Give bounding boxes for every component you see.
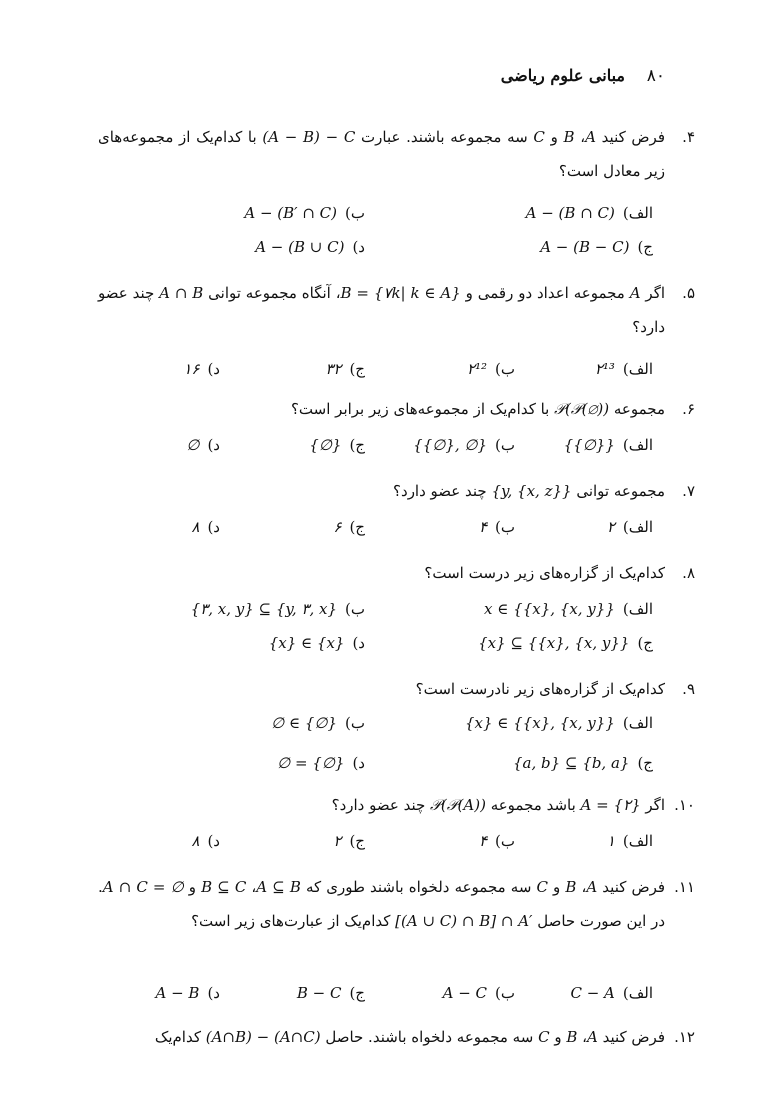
option-label: د) xyxy=(207,984,220,1002)
option-label: د) xyxy=(352,634,365,652)
option-value: {{∅}, ∅} xyxy=(413,436,488,454)
option-value: A − (B − C) xyxy=(540,238,630,256)
option-label: ج) xyxy=(637,238,653,256)
math-expression: C xyxy=(533,128,545,146)
question-10 xyxy=(98,788,695,822)
option-value: ۱۶ xyxy=(183,360,200,378)
math-expression: B xyxy=(563,128,575,146)
question-text-segment: ، xyxy=(577,1028,587,1046)
question-text-segment: اگر xyxy=(640,796,665,814)
option-b xyxy=(191,600,365,618)
option-value: {x} ∈ {x} xyxy=(268,634,345,652)
math-expression: A ∩ B xyxy=(159,284,204,302)
option-a xyxy=(607,518,653,536)
question-text-segment: ، xyxy=(574,128,586,146)
option-label: ب) xyxy=(345,600,365,618)
math-expression: A ⊆ B xyxy=(256,878,301,896)
question-number: ۴. xyxy=(682,128,695,146)
question-text xyxy=(98,120,665,188)
question-number: ۱۱. xyxy=(674,878,695,896)
math-expression: A xyxy=(586,878,598,896)
math-expression: [(A ∪ C) ∩ B] ∩ A′ xyxy=(395,912,533,930)
question-text-segment: و xyxy=(544,128,564,146)
question-text xyxy=(98,556,665,590)
question-text-segment: ، xyxy=(576,878,587,896)
question-text-segment: سه مجموعه باشند. عبارت xyxy=(355,128,534,146)
option-label: الف) xyxy=(622,436,653,454)
option-c xyxy=(325,360,365,378)
option-label: ب) xyxy=(495,832,515,850)
question-text-segment: چند عضو دارد؟ xyxy=(393,482,492,500)
option-a xyxy=(595,360,653,378)
math-expression: C xyxy=(536,878,548,896)
option-label: ب) xyxy=(495,360,515,378)
option-label: ب) xyxy=(495,984,515,1002)
option-d xyxy=(155,984,220,1002)
option-value: ۲ xyxy=(333,832,342,850)
question-text-segment: و xyxy=(549,1028,567,1046)
question-9 xyxy=(98,672,695,706)
option-c xyxy=(333,518,365,536)
question-7 xyxy=(98,474,695,508)
math-expression: A xyxy=(629,284,641,302)
option-label: الف) xyxy=(622,714,653,732)
option-label: ج) xyxy=(349,360,365,378)
question-text-segment: فرض کنید xyxy=(597,1028,665,1046)
option-d xyxy=(183,360,220,378)
option-label: د) xyxy=(207,360,220,378)
option-label: الف) xyxy=(622,518,653,536)
question-text-segment: کدام‌یک از گزاره‌های زیر نادرست است؟ xyxy=(415,680,665,698)
question-text-segment: مجموعه توانی xyxy=(571,482,665,500)
option-label: ج) xyxy=(349,436,365,454)
question-text xyxy=(98,392,665,426)
option-a xyxy=(526,204,653,222)
question-text-segment: کدام‌یک xyxy=(154,1028,206,1046)
option-label: ب) xyxy=(495,436,515,454)
option-a xyxy=(607,832,653,850)
question-8 xyxy=(98,556,695,590)
running-title: مبانی علوم ریاضی xyxy=(500,66,625,85)
option-label: د) xyxy=(352,754,365,772)
question-text-segment: کدام‌یک از عبارت‌های زیر است؟ xyxy=(191,912,396,930)
option-value: A − B xyxy=(155,984,200,1002)
question-4 xyxy=(98,120,695,188)
option-label: د) xyxy=(207,832,220,850)
option-d xyxy=(186,436,220,454)
option-label: ج) xyxy=(349,518,365,536)
question-text-segment: و xyxy=(183,878,202,896)
option-value: ۲¹² xyxy=(466,360,488,378)
question-text-segment: . در این صورت حاصل xyxy=(98,878,665,930)
option-d xyxy=(191,518,220,536)
option-value: {۳, x, y} ⊆ {y, ۳, x} xyxy=(190,600,338,618)
option-value: A − (B ∪ C) xyxy=(255,238,345,256)
option-label: ج) xyxy=(637,634,653,652)
question-text-segment: چند عضو دارد؟ xyxy=(331,796,431,814)
option-value: C − A xyxy=(570,984,615,1002)
option-c xyxy=(297,984,365,1002)
option-a xyxy=(465,714,653,732)
math-expression: A ∩ C = ∅ xyxy=(102,878,184,896)
math-expression: 𝒫(𝒫(A)) xyxy=(430,796,486,814)
math-expression: B = {۷k| k ∈ A} xyxy=(340,284,461,302)
question-text-segment: ، آنگاه مجموعه توانی xyxy=(203,284,341,302)
question-text xyxy=(98,870,665,938)
option-c xyxy=(309,436,365,454)
option-label: ب) xyxy=(495,518,515,536)
math-expression: (A − B) − C xyxy=(262,128,356,146)
question-number: ۹. xyxy=(682,680,695,698)
math-expression: C xyxy=(538,1028,550,1046)
option-c xyxy=(513,754,653,772)
option-a xyxy=(570,984,653,1002)
question-number: ۵. xyxy=(682,284,695,302)
option-value: ۳۲ xyxy=(325,360,342,378)
option-label: ج) xyxy=(349,832,365,850)
question-text-segment: فرض کنید xyxy=(595,128,666,146)
option-b xyxy=(244,204,365,222)
question-number: ۷. xyxy=(682,482,695,500)
question-11 xyxy=(98,870,695,938)
question-text-segment: مجموعه xyxy=(609,400,665,418)
question-12 xyxy=(98,1020,695,1054)
question-number: ۱۰. xyxy=(674,796,695,814)
option-label: ب) xyxy=(345,204,365,222)
question-text-segment: سه مجموعه دلخواه باشند طوری که xyxy=(300,878,537,896)
option-label: الف) xyxy=(622,204,653,222)
option-b xyxy=(443,984,515,1002)
math-expression: {y, {x, z}} xyxy=(491,482,572,500)
option-value: ∅ ∈ {∅} xyxy=(271,714,338,732)
option-d xyxy=(255,238,365,256)
option-a xyxy=(484,600,653,618)
option-value: ۸ xyxy=(191,518,200,536)
option-b xyxy=(479,518,515,536)
option-value: {x} ⊆ {{x}, {x, y}} xyxy=(478,634,630,652)
question-text-segment: با کدام‌یک از مجموعه‌های زیر برابر است؟ xyxy=(290,400,555,418)
option-b xyxy=(479,832,515,850)
question-number: ۸. xyxy=(682,564,695,582)
option-value: ۸ xyxy=(191,832,200,850)
option-c xyxy=(333,832,365,850)
question-text xyxy=(98,788,665,822)
question-text xyxy=(98,672,665,706)
option-label: الف) xyxy=(622,600,653,618)
option-value: ۲ xyxy=(606,518,615,536)
question-text-segment: ، xyxy=(246,878,257,896)
option-value: ۴ xyxy=(478,832,488,850)
question-text xyxy=(98,276,665,344)
option-label: الف) xyxy=(622,984,653,1002)
option-label: ج) xyxy=(637,754,653,772)
option-b xyxy=(413,436,515,454)
option-c xyxy=(478,634,653,652)
option-label: الف) xyxy=(622,832,653,850)
option-c xyxy=(540,238,653,256)
option-d xyxy=(277,754,365,772)
math-expression: (A∩B) − (A∩C) xyxy=(205,1028,321,1046)
math-expression: B xyxy=(565,878,577,896)
option-label: الف) xyxy=(622,360,653,378)
question-text-segment: کدام‌یک از گزاره‌های زیر درست است؟ xyxy=(424,564,665,582)
question-text-segment: با کدام‌یک از مجموعه‌های زیر معادل است؟ xyxy=(98,128,665,180)
option-value: ۴ xyxy=(478,518,488,536)
math-expression: B xyxy=(566,1028,578,1046)
option-b xyxy=(271,714,365,732)
option-a xyxy=(564,436,653,454)
question-text-segment: باشد مجموعه xyxy=(485,796,581,814)
math-expression: A xyxy=(586,1028,598,1046)
page-header xyxy=(90,66,665,92)
option-label: ب) xyxy=(345,714,365,732)
option-b xyxy=(467,360,515,378)
question-number: ۱۲. xyxy=(674,1028,695,1046)
math-expression: A = {۲} xyxy=(580,796,641,814)
question-text-segment: مجموعه اعداد دو رقمی و xyxy=(460,284,630,302)
option-d xyxy=(191,832,220,850)
question-text-segment: سه مجموعه دلخواه باشند. حاصل xyxy=(320,1028,539,1046)
option-value: ∅ xyxy=(186,436,200,454)
option-value: x ∈ {{x}, {x, y}} xyxy=(484,600,615,618)
option-value: {x} ∈ {{x}, {x, y}} xyxy=(464,714,615,732)
option-value: A − (B′ ∩ C) xyxy=(244,204,338,222)
question-text xyxy=(98,474,665,508)
page-number: ۸۰ xyxy=(646,66,665,86)
option-d xyxy=(269,634,365,652)
option-value: ∅ = {∅} xyxy=(277,754,345,772)
question-number: ۶. xyxy=(682,400,695,418)
math-expression: A xyxy=(585,128,596,146)
option-label: د) xyxy=(352,238,365,256)
question-text-segment: چند عضو دارد؟ xyxy=(98,284,665,336)
option-value: ۲¹³ xyxy=(594,360,615,378)
option-value: ۶ xyxy=(333,518,342,536)
option-value: B − C xyxy=(296,984,342,1002)
option-label: ج) xyxy=(349,984,365,1002)
question-text-segment: اگر xyxy=(640,284,665,302)
option-value: {∅} xyxy=(309,436,342,454)
option-value: {a, b} ⊆ {b, a} xyxy=(513,754,630,772)
option-label: د) xyxy=(207,518,220,536)
question-6 xyxy=(98,392,695,426)
option-value: ۱ xyxy=(606,832,615,850)
option-value: A − C xyxy=(442,984,488,1002)
question-5 xyxy=(98,276,695,344)
math-expression: 𝒫(𝒫(∅)) xyxy=(554,400,610,418)
question-text xyxy=(98,1020,665,1054)
option-label: د) xyxy=(207,436,220,454)
question-text-segment: فرض کنید xyxy=(597,878,666,896)
option-value: {{∅}} xyxy=(563,436,615,454)
question-text-segment: و xyxy=(547,878,566,896)
math-expression: B ⊆ C xyxy=(201,878,247,896)
option-value: A − (B ∩ C) xyxy=(525,204,615,222)
